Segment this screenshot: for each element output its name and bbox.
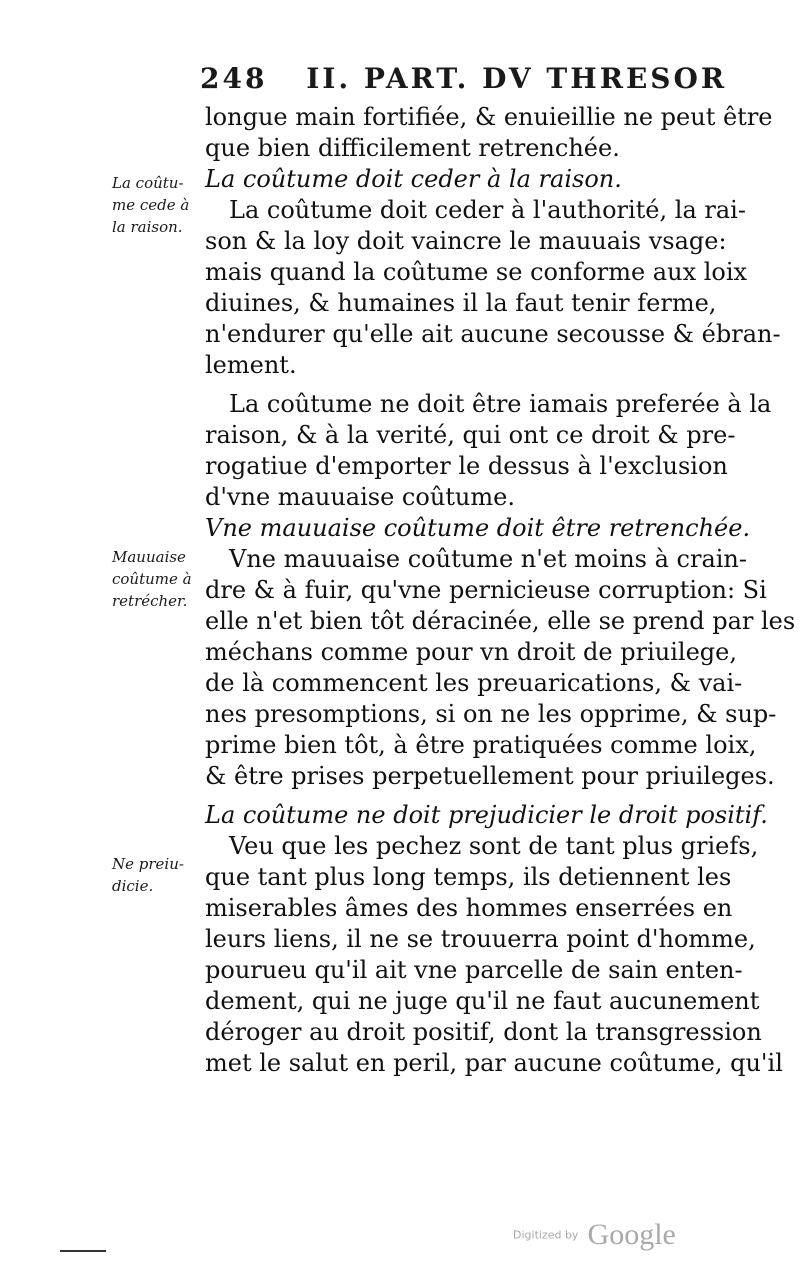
text-line: La coûtume ne doit être iamais preferée à la	[229, 390, 772, 418]
running-title: II. PART. DV THRESOR	[306, 62, 728, 95]
margin-note-line: coûtume à	[112, 570, 192, 588]
text-line: leurs liens, il ne se trouuerra point d'homme,	[205, 925, 756, 953]
text-line: que tant plus long temps, ils detiennent les	[205, 863, 732, 891]
text-line: nes presomptions, si on ne les opprime, & sup-	[205, 700, 777, 728]
main-text	[205, 102, 796, 1079]
text-line: miserables âmes des hommes enserrées en	[205, 894, 733, 922]
text-line: met le salut en peril, par aucune coûtume, qu'il	[205, 1049, 783, 1077]
margin-note-line: me cede à	[112, 196, 190, 214]
text-line: son & la loy doit vaincre le mauuais vsage:	[205, 227, 727, 255]
margin-note-line: Mauuaise	[112, 548, 186, 566]
margin-note-line: la raison.	[112, 218, 183, 236]
running-header	[200, 62, 728, 98]
margin-note-line: retrécher.	[112, 592, 188, 610]
text-line: rogatiue d'emporter le dessus à l'exclusion	[205, 452, 728, 480]
text-line: diuines, & humaines il la faut tenir ferme,	[205, 289, 717, 317]
page-corner-rule	[60, 1250, 106, 1252]
text-line: mais quand la coûtume se conforme aux loix	[205, 258, 748, 286]
text-line: méchans comme pour vn droit de priuilege,	[205, 638, 737, 666]
text-line: Veu que les pechez sont de tant plus griefs,	[229, 832, 759, 860]
text-line: & être prises perpetuellement pour priuileges.	[205, 762, 775, 790]
watermark-prefix: Digitized by	[513, 1228, 579, 1242]
margin-note	[112, 853, 207, 897]
margin-note-line: dicie.	[112, 877, 154, 895]
text-line: La coûtume doit ceder à l'authorité, la rai-	[229, 196, 746, 224]
text-line: dement, qui ne juge qu'il ne faut aucunement	[205, 987, 760, 1015]
section-heading: La coûtume ne doit prejudicier le droit positif.	[205, 801, 768, 829]
text-line: d'vne mauuaise coûtume.	[205, 483, 515, 511]
section-heading: La coûtume doit ceder à la raison.	[205, 165, 622, 193]
google-logo: Google	[587, 1218, 676, 1251]
margin-note-line: Ne preiu-	[112, 855, 184, 873]
section-heading: Vne mauuaise coûtume doit être retrenchée.	[205, 514, 751, 542]
text-line: elle n'et bien tôt déracinée, elle se prend par les	[205, 607, 796, 635]
text-line: Vne mauuaise coûtume n'et moins à crain-	[229, 545, 747, 573]
text-line: dre & à fuir, qu'vne pernicieuse corruption: Si	[205, 576, 767, 604]
page-number: 248	[200, 62, 268, 95]
margin-note-line: La coûtu-	[112, 174, 184, 192]
text-line: de là commencent les preuarications, & vai-	[205, 669, 743, 697]
text-line: déroger au droit positif, dont la transgression	[205, 1018, 762, 1046]
text-line: prime bien tôt, à être pratiquées comme loix,	[205, 731, 757, 759]
margin-note	[112, 172, 207, 238]
text-line: longue main fortifiée, & enuieillie ne peut être	[205, 103, 773, 131]
text-line: raison, & à la verité, qui ont ce droit & pre-	[205, 421, 736, 449]
margin-note	[112, 546, 207, 612]
digitization-watermark	[513, 1218, 676, 1258]
text-line: lement.	[205, 351, 297, 379]
text-line: que bien difficilement retrenchée.	[205, 134, 620, 162]
text-line: pourueu qu'il ait vne parcelle de sain enten-	[205, 956, 743, 984]
text-line: n'endurer qu'elle ait aucune secousse & ébran-	[205, 320, 781, 348]
